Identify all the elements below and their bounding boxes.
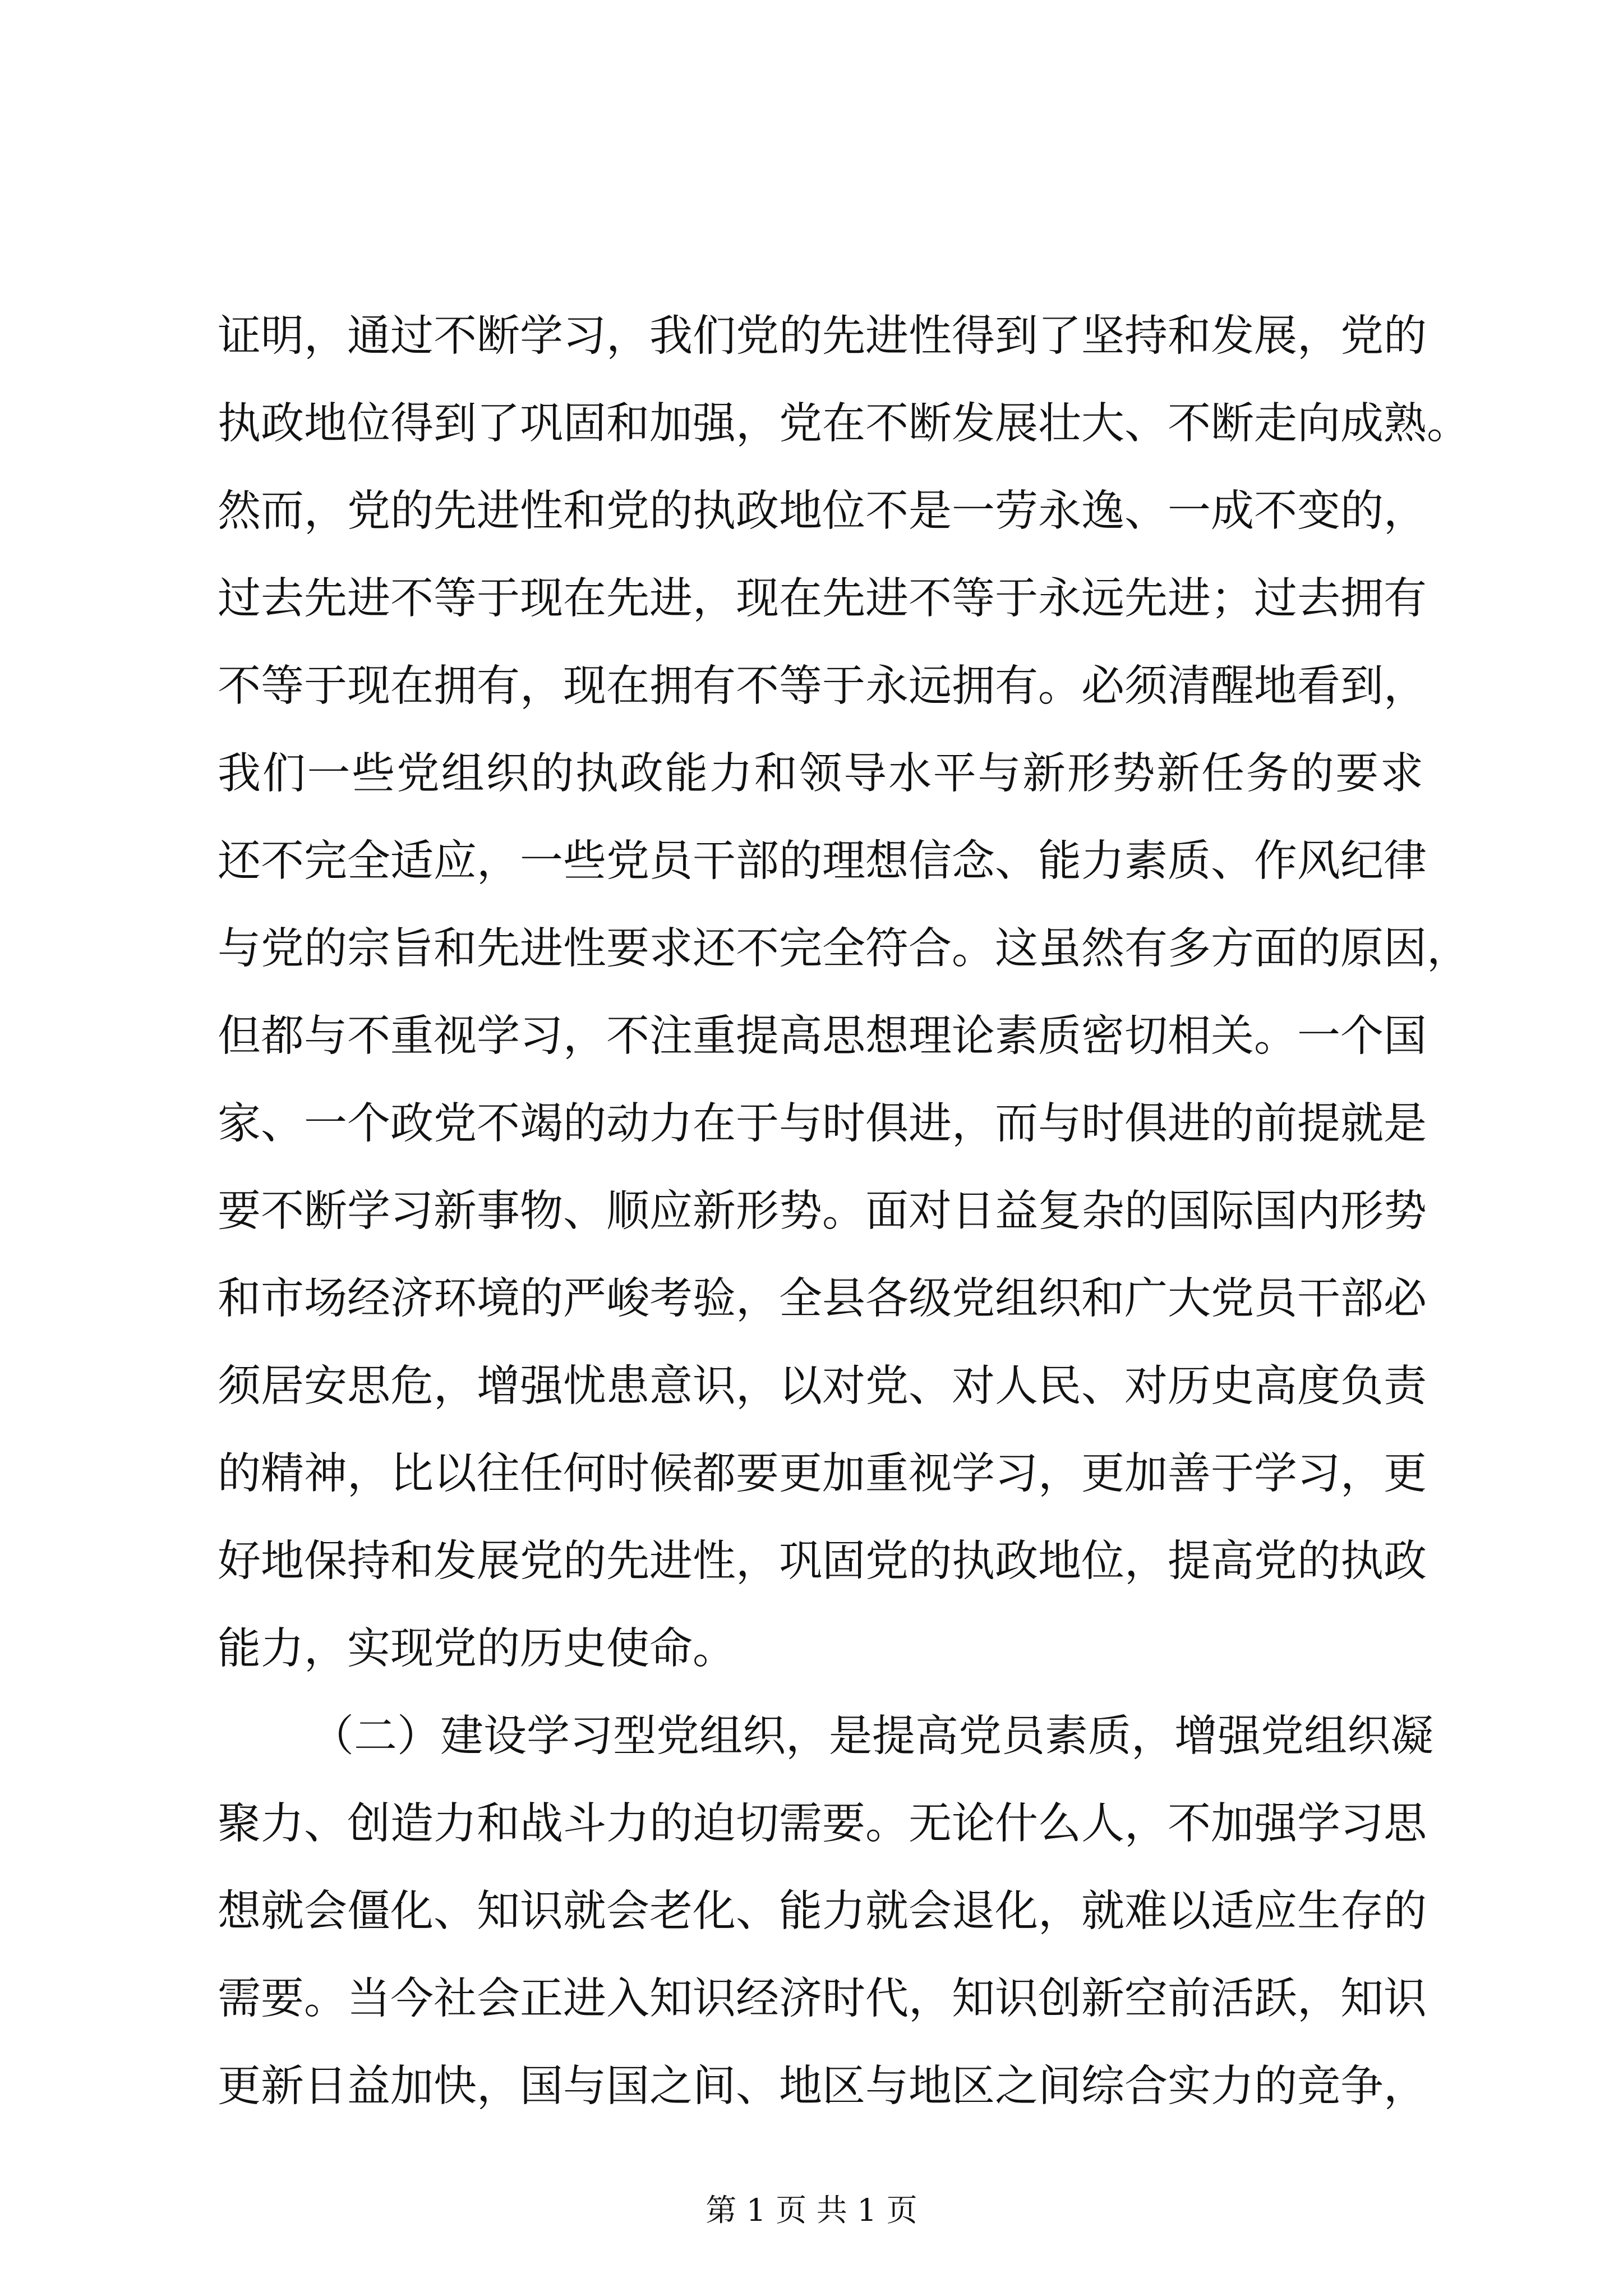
text-line: 执政地位得到了巩固和加强，党在不断发展壮大、不断走向成熟。 <box>218 399 1470 449</box>
text-line: 需要。当今社会正进入知识经济时代，知识创新空前活跃，知识 <box>218 1974 1427 2024</box>
text-line: 与党的宗旨和先进性要求还不完全符合。这虽然有多方面的原因， <box>218 924 1470 974</box>
text-line: 和市场经济环境的严峻考验，全县各级党组织和广大党员干部必 <box>218 1274 1427 1324</box>
text-line: 但都与不重视学习，不注重提高思想理论素质密切相关。一个国 <box>218 1011 1427 1061</box>
text-line: 聚力、创造力和战斗力的迫切需要。无论什么人，不加强学习思 <box>218 1799 1427 1849</box>
text-line: 想就会僵化、知识就会老化、能力就会退化，就难以适应生存的 <box>218 1887 1427 1936</box>
text-line: 的精神，比以往任何时候都要更加重视学习，更加善于学习，更 <box>218 1449 1427 1499</box>
text-line-indented: （二）建设学习型党组织，是提高党员素质，增强党组织凝 <box>311 1711 1433 1761</box>
text-line: 还不完全适应，一些党员干部的理想信念、能力素质、作风纪律 <box>218 836 1427 886</box>
text-line: 好地保持和发展党的先进性，巩固党的执政地位，提高党的执政 <box>218 1536 1427 1586</box>
text-line: 过去先进不等于现在先进，现在先进不等于永远先进；过去拥有 <box>218 574 1427 624</box>
text-line: 能力，实现党的历史使命。 <box>218 1624 736 1674</box>
text-line: 家、一个政党不竭的动力在于与时俱进，而与时俱进的前提就是 <box>218 1099 1427 1149</box>
text-line: 更新日益加快，国与国之间、地区与地区之间综合实力的竞争， <box>218 2062 1427 2111</box>
text-line: 须居安思危，增强忧患意识，以对党、对人民、对历史高度负责 <box>218 1361 1427 1411</box>
text-line: 然而，党的先进性和党的执政地位不是一劳永逸、一成不变的， <box>218 486 1427 536</box>
text-line: 证明，通过不断学习，我们党的先进性得到了坚持和发展，党的 <box>218 311 1427 361</box>
text-line: 我们一些党组织的执政能力和领导水平与新形势新任务的要求 <box>218 749 1423 799</box>
page-footer: 第 1 页 共 1 页 <box>706 2192 917 2228</box>
text-line: 要不断学习新事物、顺应新形势。面对日益复杂的国际国内形势 <box>218 1186 1427 1236</box>
text-line: 不等于现在拥有，现在拥有不等于永远拥有。必须清醒地看到， <box>218 661 1427 711</box>
